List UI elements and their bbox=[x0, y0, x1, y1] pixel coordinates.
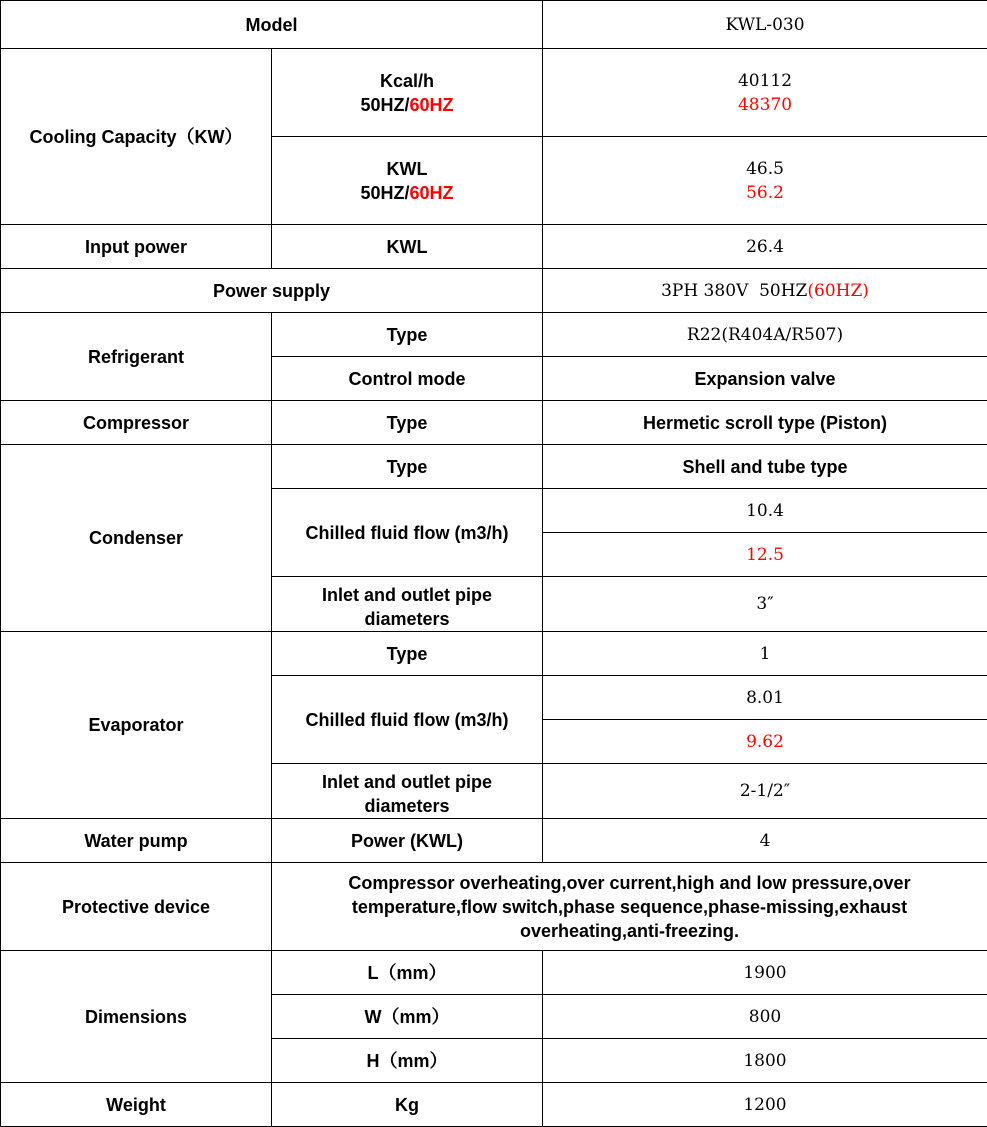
cooling-kcal-value-60: 48370 bbox=[549, 93, 981, 117]
dimensions-w-label: W（mm） bbox=[272, 995, 543, 1039]
refrigerant-control-value: Expansion valve bbox=[543, 357, 987, 401]
evaporator-pipe-label: Inlet and outlet pipe diameters bbox=[272, 764, 543, 819]
weight-label: Weight bbox=[1, 1083, 272, 1127]
condenser-label: Condenser bbox=[1, 445, 272, 632]
input-power-value: 26.4 bbox=[543, 225, 987, 269]
input-power-unit: KWL bbox=[272, 225, 543, 269]
condenser-pipe-label: Inlet and outlet pipe diameters bbox=[272, 577, 543, 632]
power-supply-value-50: 3PH 380V 50HZ bbox=[661, 281, 807, 301]
cooling-kwl-hz-50: 50HZ/ bbox=[360, 183, 409, 203]
model-label: Model bbox=[1, 1, 543, 49]
input-power-label: Input power bbox=[1, 225, 272, 269]
cooling-kwl-value-cell bbox=[543, 137, 987, 225]
dimensions-h-label: H（mm） bbox=[272, 1039, 543, 1083]
row-dimensions-l bbox=[1, 951, 987, 995]
evaporator-flow-value-60: 9.62 bbox=[543, 720, 987, 764]
row-input-power bbox=[1, 225, 987, 269]
compressor-type-label: Type bbox=[272, 401, 543, 445]
condenser-flow-value-50: 10.4 bbox=[543, 489, 987, 533]
condenser-type-label: Type bbox=[272, 445, 543, 489]
dimensions-w-value: 800 bbox=[543, 995, 987, 1039]
row-power-supply bbox=[1, 269, 987, 313]
protective-device-label: Protective device bbox=[1, 863, 272, 951]
compressor-type-value: Hermetic scroll type (Piston) bbox=[543, 401, 987, 445]
row-condenser-type bbox=[1, 445, 987, 489]
weight-value: 1200 bbox=[543, 1083, 987, 1127]
refrigerant-label: Refrigerant bbox=[1, 313, 272, 401]
row-model bbox=[1, 1, 987, 49]
row-cooling-kcal bbox=[1, 49, 987, 137]
water-pump-power-label: Power (KWL) bbox=[272, 819, 543, 863]
evaporator-type-value: 1 bbox=[543, 632, 987, 676]
evaporator-type-label: Type bbox=[272, 632, 543, 676]
cooling-kcal-hz-60: 60HZ bbox=[410, 95, 454, 115]
refrigerant-control-label: Control mode bbox=[272, 357, 543, 401]
water-pump-power-value: 4 bbox=[543, 819, 987, 863]
weight-unit: Kg bbox=[272, 1083, 543, 1127]
evaporator-flow-label: Chilled fluid flow (m3/h) bbox=[272, 676, 543, 764]
dimensions-l-value: 1900 bbox=[543, 951, 987, 995]
refrigerant-type-label: Type bbox=[272, 313, 543, 357]
cooling-kcal-unit-cell bbox=[272, 49, 543, 137]
cooling-kwl-unit-cell bbox=[272, 137, 543, 225]
cooling-capacity-label: Cooling Capacity（KW） bbox=[1, 49, 272, 225]
dimensions-l-label: L（mm） bbox=[272, 951, 543, 995]
cooling-kwl-value-50: 46.5 bbox=[549, 157, 981, 181]
dimensions-label: Dimensions bbox=[1, 951, 272, 1083]
power-supply-label: Power supply bbox=[1, 269, 543, 313]
model-value: KWL-030 bbox=[543, 1, 987, 49]
row-compressor bbox=[1, 401, 987, 445]
power-supply-value-cell bbox=[543, 269, 987, 313]
cooling-kwl-value-60: 56.2 bbox=[549, 181, 981, 205]
refrigerant-type-value: R22(R404A/R507) bbox=[543, 313, 987, 357]
condenser-flow-label: Chilled fluid flow (m3/h) bbox=[272, 489, 543, 577]
row-protective-device bbox=[1, 863, 987, 951]
cooling-kcal-hz-50: 50HZ/ bbox=[360, 95, 409, 115]
cooling-kcal-unit: Kcal/h bbox=[278, 69, 536, 93]
compressor-label: Compressor bbox=[1, 401, 272, 445]
cooling-kwl-hz-60: 60HZ bbox=[410, 183, 454, 203]
evaporator-label: Evaporator bbox=[1, 632, 272, 819]
dimensions-h-value: 1800 bbox=[543, 1039, 987, 1083]
row-evaporator-type bbox=[1, 632, 987, 676]
condenser-pipe-value: 3″ bbox=[543, 577, 987, 632]
water-pump-label: Water pump bbox=[1, 819, 272, 863]
row-water-pump bbox=[1, 819, 987, 863]
evaporator-flow-value-50: 8.01 bbox=[543, 676, 987, 720]
evaporator-pipe-value: 2-1/2″ bbox=[543, 764, 987, 819]
power-supply-value-60: (60HZ) bbox=[807, 281, 869, 301]
protective-device-value: Compressor overheating,over current,high and low pressure,over temperature,flow switch,phase sequence,phase-missing,exhaust overheating,anti-freezing. bbox=[272, 863, 987, 951]
cooling-kcal-value-50: 40112 bbox=[549, 69, 981, 93]
condenser-flow-value-60: 12.5 bbox=[543, 533, 987, 577]
cooling-kcal-value-cell bbox=[543, 49, 987, 137]
cooling-kwl-unit: KWL bbox=[278, 157, 536, 181]
condenser-type-value: Shell and tube type bbox=[543, 445, 987, 489]
row-refrigerant-type bbox=[1, 313, 987, 357]
